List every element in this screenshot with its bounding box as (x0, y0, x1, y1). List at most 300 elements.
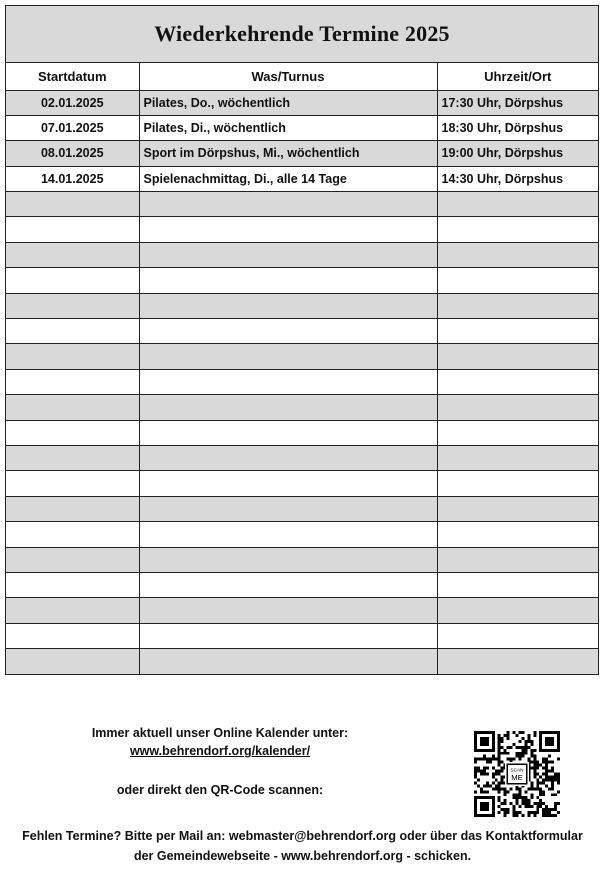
qr-module (492, 740, 495, 743)
qr-module (542, 731, 545, 734)
date-cell (6, 319, 139, 344)
qr-module (521, 799, 524, 802)
qr-module (533, 755, 536, 758)
qr-module (483, 749, 486, 752)
schedule-table (6, 63, 598, 674)
qr-module (557, 734, 560, 737)
qr-module (545, 743, 548, 746)
qr-module (518, 805, 521, 808)
qr-module (474, 761, 477, 764)
qr-module (504, 799, 507, 802)
qr-module (557, 811, 560, 814)
qr-module (548, 731, 551, 734)
qr-module (530, 761, 533, 764)
calendar-link[interactable]: www.behrendorf.org/kalender/ (129, 744, 311, 758)
qr-module (477, 770, 480, 773)
qr-module (501, 802, 504, 805)
qr-module (483, 773, 486, 776)
date-cell (6, 242, 139, 267)
what-cell (139, 445, 437, 470)
qr-module (501, 737, 504, 740)
date-cell: 14.01.2025 (6, 166, 139, 191)
qr-module (530, 811, 533, 814)
qr-module (498, 790, 501, 793)
qr-module (516, 752, 519, 755)
where-cell (437, 572, 598, 597)
qr-module (507, 752, 510, 755)
qr-module (483, 808, 486, 811)
qr-module (498, 734, 501, 737)
qr-module (510, 787, 513, 790)
what-cell (139, 598, 437, 623)
qr-module (483, 784, 486, 787)
qr-module (527, 734, 530, 737)
qr-module (495, 784, 498, 787)
qr-module (486, 758, 489, 761)
qr-module (557, 737, 560, 740)
qr-module (498, 740, 501, 743)
qr-module (524, 790, 527, 793)
qr-module (501, 808, 504, 811)
qr-module (548, 740, 551, 743)
table-row (6, 217, 598, 242)
qr-module (539, 775, 542, 778)
qr-module (510, 746, 513, 749)
calendar-note: Immer aktuell unser Online Kalender unter: (91, 726, 349, 740)
where-cell (437, 598, 598, 623)
qr-module (498, 784, 501, 787)
qr-module (545, 764, 548, 767)
qr-module (533, 731, 536, 734)
qr-module (507, 758, 510, 761)
qr-module (518, 790, 521, 793)
qr-module (489, 731, 492, 734)
qr-module (474, 734, 477, 737)
qr-module (474, 758, 477, 761)
qr-module (536, 761, 539, 764)
table-row (6, 649, 598, 674)
qr-module (501, 767, 504, 770)
qr-module (527, 799, 530, 802)
qr-module (498, 770, 501, 773)
date-cell (6, 572, 139, 597)
what-cell (139, 293, 437, 318)
what-cell (139, 572, 437, 597)
qr-module (530, 793, 533, 796)
qr-module (501, 775, 504, 778)
qr-module (474, 808, 477, 811)
table-row (6, 572, 598, 597)
qr-module (527, 758, 530, 761)
qr-module (498, 749, 501, 752)
qr-module (518, 755, 521, 758)
what-cell (139, 420, 437, 445)
qr-module (539, 799, 542, 802)
qr-module (551, 787, 554, 790)
qr-module (486, 767, 489, 770)
qr-module (513, 814, 516, 817)
qr-module (480, 796, 483, 799)
qr-module (492, 781, 495, 784)
qr-module (551, 781, 554, 784)
missing-events-note-line2: der Gemeindewebseite - www.behrendorf.org - schicken. (133, 849, 472, 863)
qr-module (498, 737, 501, 740)
qr-module (548, 808, 551, 811)
qr-module (474, 805, 477, 808)
qr-module (507, 808, 510, 811)
qr-module (542, 778, 545, 781)
qr-module (551, 749, 554, 752)
qr-scan-label: SCAN (510, 768, 524, 774)
qr-module (551, 778, 554, 781)
qr-module (477, 758, 480, 761)
qr-module (521, 802, 524, 805)
qr-module (486, 731, 489, 734)
schedule-sheet (5, 5, 599, 675)
qr-module (480, 731, 483, 734)
qr-module (492, 731, 495, 734)
qr-module (533, 761, 536, 764)
where-cell (437, 420, 598, 445)
qr-module (474, 737, 477, 740)
qr-module (533, 758, 536, 761)
qr-module (527, 746, 530, 749)
qr-module (501, 752, 504, 755)
qr-module (507, 734, 510, 737)
qr-module (486, 773, 489, 776)
missing-events-note-line1: Fehlen Termine? Bitte per Mail an: webmaster@behrendorf.org oder über das Kontaktformular (22, 829, 583, 843)
qr-module (492, 755, 495, 758)
qr-module (530, 755, 533, 758)
column-header-startdatum: Startdatum (6, 63, 139, 90)
table-row (6, 319, 598, 344)
qr-module (492, 775, 495, 778)
qr-module (536, 787, 539, 790)
date-cell (6, 395, 139, 420)
qr-module (492, 802, 495, 805)
qr-module (548, 755, 551, 758)
qr-module (545, 778, 548, 781)
date-cell (6, 217, 139, 242)
qr-module (539, 764, 542, 767)
qr-module (539, 743, 542, 746)
table-row (6, 395, 598, 420)
qr-module (492, 743, 495, 746)
qr-module (474, 802, 477, 805)
qr-module (521, 752, 524, 755)
qr-module (518, 731, 521, 734)
qr-module (507, 746, 510, 749)
qr-module (474, 811, 477, 814)
column-header-uhrzeit-ort: Uhrzeit/Ort (437, 63, 598, 90)
qr-module (486, 761, 489, 764)
where-cell (437, 344, 598, 369)
date-cell (6, 471, 139, 496)
qr-module (477, 778, 480, 781)
qr-module (516, 802, 519, 805)
qr-module (551, 761, 554, 764)
qr-module (539, 749, 542, 752)
qr-module (516, 755, 519, 758)
qr-module (480, 740, 483, 743)
qr-module (489, 761, 492, 764)
qr-module (539, 781, 542, 784)
qr-module (539, 793, 542, 796)
qr-module (545, 814, 548, 817)
qr-module (492, 808, 495, 811)
qr-module (527, 802, 530, 805)
qr-module (492, 811, 495, 814)
qr-module (507, 790, 510, 793)
qr-module (492, 734, 495, 737)
what-cell (139, 242, 437, 267)
qr-module (557, 790, 560, 793)
qr-module (539, 787, 542, 790)
qr-module (518, 740, 521, 743)
qr-module (483, 731, 486, 734)
qr-module (483, 814, 486, 817)
qr-module (498, 781, 501, 784)
qr-module (495, 778, 498, 781)
qr-module (542, 790, 545, 793)
date-cell (6, 623, 139, 648)
date-cell: 02.01.2025 (6, 90, 139, 115)
qr-module (483, 770, 486, 773)
qr-module (548, 737, 551, 740)
date-cell (6, 522, 139, 547)
qr-module (492, 749, 495, 752)
date-cell (6, 293, 139, 318)
what-cell (139, 192, 437, 217)
table-row (6, 90, 598, 115)
date-cell (6, 445, 139, 470)
qr-module (477, 784, 480, 787)
table-row (6, 420, 598, 445)
qr-module (530, 781, 533, 784)
qr-module (486, 749, 489, 752)
qr-module (518, 811, 521, 814)
qr-module (536, 808, 539, 811)
qr-module (498, 773, 501, 776)
qr-module (530, 752, 533, 755)
qr-module (504, 790, 507, 793)
qr-module (498, 805, 501, 808)
qr-module (495, 758, 498, 761)
table-row (6, 522, 598, 547)
qr-module (536, 796, 539, 799)
qr-module (548, 811, 551, 814)
qr-module (542, 761, 545, 764)
qr-module (492, 773, 495, 776)
qr-module (536, 784, 539, 787)
qr-module (474, 799, 477, 802)
date-cell: 07.01.2025 (6, 115, 139, 140)
qr-module (533, 749, 536, 752)
qr-module (521, 737, 524, 740)
qr-module (533, 775, 536, 778)
date-cell (6, 369, 139, 394)
qr-module (477, 731, 480, 734)
qr-module (545, 758, 548, 761)
date-cell (6, 496, 139, 521)
qr-module (551, 737, 554, 740)
qr-module (554, 749, 557, 752)
qr-module (548, 770, 551, 773)
qr-module (536, 767, 539, 770)
qr-module (501, 787, 504, 790)
table-row (6, 115, 598, 140)
qr-module (474, 773, 477, 776)
table-row (6, 445, 598, 470)
qr-module (504, 808, 507, 811)
qr-module (498, 746, 501, 749)
qr-module (486, 743, 489, 746)
what-cell (139, 217, 437, 242)
qr-module (501, 781, 504, 784)
qr-module (539, 805, 542, 808)
qr-module (474, 814, 477, 817)
qr-module (554, 805, 557, 808)
qr-module (486, 781, 489, 784)
qr-module (492, 796, 495, 799)
qr-module (477, 796, 480, 799)
qr-module (492, 787, 495, 790)
qr-note: oder direkt den QR-Code scannen: (116, 783, 324, 797)
qr-module (551, 784, 554, 787)
qr-module (480, 770, 483, 773)
qr-module (524, 796, 527, 799)
qr-module (551, 743, 554, 746)
qr-module (498, 787, 501, 790)
qr-module (530, 796, 533, 799)
qr-module (474, 796, 477, 799)
date-cell (6, 420, 139, 445)
qr-module (551, 767, 554, 770)
qr-module (548, 775, 551, 778)
qr-module (527, 787, 530, 790)
qr-module (554, 775, 557, 778)
qr-module (530, 749, 533, 752)
where-cell (437, 192, 598, 217)
qr-module (480, 802, 483, 805)
qr-module (524, 740, 527, 743)
qr-module (492, 737, 495, 740)
qr-module (483, 805, 486, 808)
qr-module (557, 740, 560, 743)
qr-module (513, 731, 516, 734)
qr-module (498, 743, 501, 746)
qr-module (498, 758, 501, 761)
qr-module (542, 758, 545, 761)
qr-module (498, 799, 501, 802)
qr-module (539, 802, 542, 805)
table-row (6, 242, 598, 267)
what-cell (139, 547, 437, 572)
qr-module (489, 758, 492, 761)
qr-module (489, 796, 492, 799)
qr-module (501, 778, 504, 781)
qr-module (510, 758, 513, 761)
qr-module (524, 799, 527, 802)
qr-module (486, 808, 489, 811)
qr-module (521, 749, 524, 752)
qr-module (521, 796, 524, 799)
where-cell (437, 649, 598, 674)
qr-module (480, 749, 483, 752)
qr-module (521, 746, 524, 749)
qr-module (516, 811, 519, 814)
qr-module (554, 814, 557, 817)
footer (0, 718, 605, 880)
qr-module (554, 778, 557, 781)
qr-module (516, 799, 519, 802)
qr-module (504, 752, 507, 755)
qr-module (536, 764, 539, 767)
what-cell (139, 369, 437, 394)
qr-module (542, 793, 545, 796)
qr-module (504, 811, 507, 814)
table-row (6, 344, 598, 369)
table-row (6, 268, 598, 293)
qr-module (542, 749, 545, 752)
page-title: Wiederkehrende Termine 2025 (6, 6, 598, 63)
qr-module (513, 743, 516, 746)
qr-module (498, 796, 501, 799)
qr-module (498, 752, 501, 755)
where-cell (437, 395, 598, 420)
qr-module (501, 740, 504, 743)
qr-module (518, 796, 521, 799)
qr-module (554, 808, 557, 811)
qr-module (521, 731, 524, 734)
qr-module (518, 758, 521, 761)
qr-module (489, 749, 492, 752)
what-cell: Pilates, Do., wöchentlich (139, 90, 437, 115)
qr-module (533, 734, 536, 737)
qr-module (516, 787, 519, 790)
qr-module (536, 781, 539, 784)
qr-code[interactable] (474, 731, 560, 817)
table-header-row (6, 63, 598, 90)
qr-module (527, 737, 530, 740)
qr-module (474, 749, 477, 752)
qr-module (504, 734, 507, 737)
qr-module (507, 811, 510, 814)
what-cell (139, 496, 437, 521)
date-cell (6, 268, 139, 293)
date-cell: 08.01.2025 (6, 141, 139, 166)
qr-module (474, 746, 477, 749)
qr-module (513, 796, 516, 799)
where-cell (437, 445, 598, 470)
qr-module (474, 743, 477, 746)
qr-module (554, 731, 557, 734)
qr-module (542, 811, 545, 814)
qr-module (557, 802, 560, 805)
qr-module (477, 814, 480, 817)
where-cell (437, 242, 598, 267)
qr-module (530, 784, 533, 787)
qr-module (498, 811, 501, 814)
qr-module (504, 802, 507, 805)
qr-module (489, 784, 492, 787)
qr-module (530, 740, 533, 743)
where-cell (437, 268, 598, 293)
qr-module (492, 767, 495, 770)
qr-module (557, 781, 560, 784)
qr-module (545, 784, 548, 787)
qr-module (480, 805, 483, 808)
